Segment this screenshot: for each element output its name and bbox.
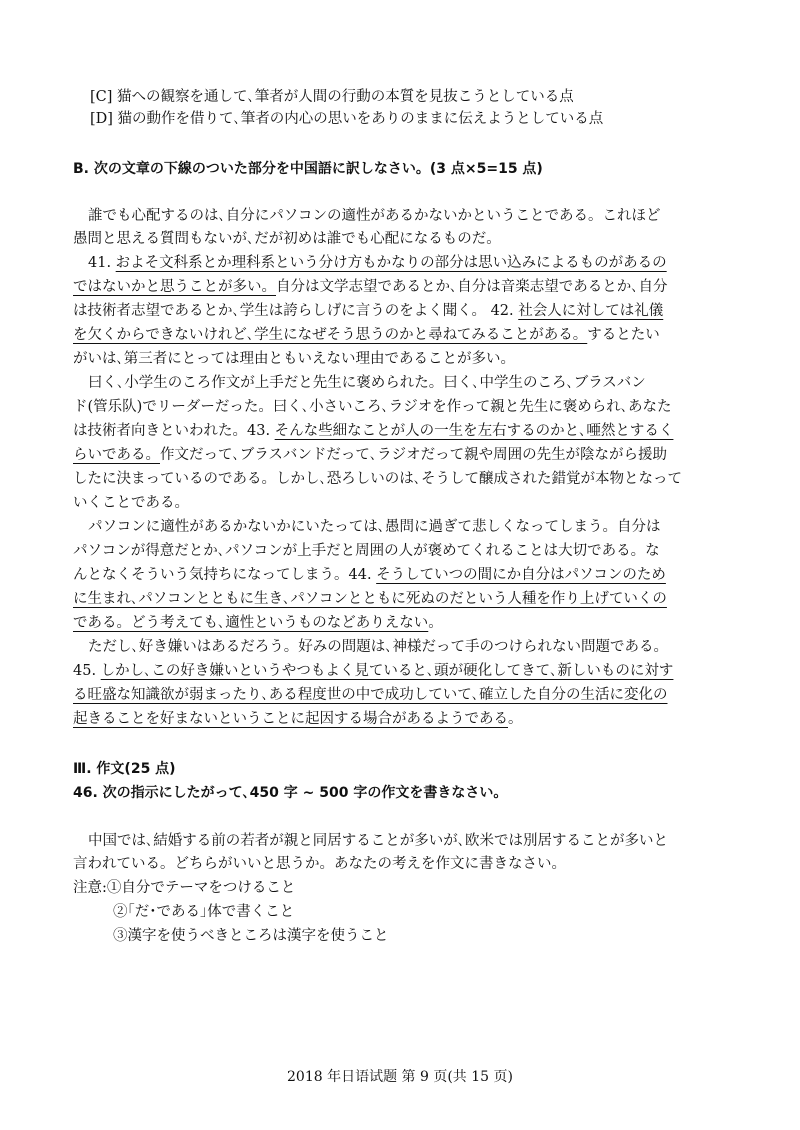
passage-line [73,708,523,730]
underlined-45: しかし､この好き嫌いというやつもよく見ていると､頭が硬化してきて､新しいものに対す [100,663,674,679]
underlined-45: る旺盛な知識欲が弱まったり､ある程度世の中で成功していて､確立した自分の生活に変化の [73,687,668,703]
passage-text: するとたい [587,327,660,343]
question-number-45: 45. [73,663,101,679]
option-d: [D] 猫の動作を借りて､筆者の内心の思いをありのままに伝えようとしている点 [90,111,604,127]
question-number-44: んとなくそういう気持ちになってしまう。44. [73,567,377,583]
underlined-41: およそ文科系とか理科系という分け方もかなりの部分は思い込みによるものがあるの [115,255,667,271]
note-1: 注意:①自分でテーマをつけること [73,880,296,896]
note-3: ③漢字を使うべきところは漢字を使うこと [113,928,389,944]
passage-text: 。 [428,615,443,631]
passage-line [73,444,667,466]
passage-line: ただし､好き嫌いはあるだろう。好みの問題は､神様だって手のつけられない問題である。 [88,639,668,655]
passage-line: 愚問と思える質問もないが､だが初めは誰でも心配になるものだ。 [73,231,501,247]
question-46: 46. 次の指示にしたがって､450 字 ~ 500 字の作文を書きなさい。 [73,785,508,801]
passage-text: がいは､第三者にとっては理由ともいえない理由であることが多い [73,351,501,367]
essay-prompt: 言われている。どちらがいいと思うか。あなたの考えを作文に書きなさい。 [73,856,566,872]
passage-text: いくことである [73,495,175,511]
passage-text: したに決まっているのである。 [73,471,276,487]
passage-line [73,276,668,298]
passage-text: 作文だって､ブラスバンドだって､ラジオだって親や周囲の先生が陰ながら援助 [160,447,668,463]
passage-text: は技術者志望であるとか､学生は誇らしげに言うのをよく聞く [73,303,472,319]
option-c: [C] 猫への観察を通して､筆者が人間の行動の本質を見抜こうとしている点 [90,89,574,105]
passage-line [73,300,663,322]
passage-line: 曰く､小学生のころ作文が上手だと先生に褒められた。曰く､中学生のころ､ブラスバン [88,375,646,391]
passage-text: 。 [500,351,515,367]
note-2: ②｢だ･である｣体で書くこと [113,904,295,920]
passage-line: 誰でも心配するのは､自分にパソコンの適性があるかないかということである。これほど [88,208,661,224]
passage-text: 自分は文学志望であるとか､自分は音楽志望であるとか､自分 [276,279,668,295]
passage-line: パソコンに適性があるかないかにいたっては､愚問に過ぎて悲しくなってしまう。自分は [88,519,661,535]
passage-line [73,660,673,682]
underlined-44: に生まれ､パソコンとともに生き､パソコンとともに死ぬのだという人種を作り上げていくの [73,591,667,607]
passage-line [73,564,666,586]
passage-text: しかし､恐ろしいのは､そうして醸成された錯覚が本物となって [276,471,682,487]
passage-line [88,252,667,274]
passage-text: 。 [174,495,189,511]
question-number-41: 41. [88,255,116,271]
underlined-42: 社会人に対しては礼儀 [518,303,664,319]
underlined-44: である。 [73,615,131,631]
question-number-42: 。 42. [471,303,519,319]
page-footer: 2018 年日语试题 第 9 页(共 15 页) [287,1069,513,1085]
underlined-43: そんな些細なことが人の一生を左右するのかと､唖然とするく [274,423,674,439]
essay-prompt: 中国では､結婚する前の若者が親と同居することが多いが､欧米では別居することが多いと [88,833,668,849]
section-b-heading: B. 次の文章の下線のついた部分を中国語に訳しなさい。(3 点×5=15 点) [73,161,543,177]
question-number-43: は技術者向きといわれた。43. [73,423,275,439]
underlined-44: どう考えても､適性というものなどありえない [131,615,429,631]
passage-line [73,420,673,442]
section-3-heading: Ⅲ. 作文(25 点) [73,761,176,777]
underlined-41: ではないかと思うことが多い。 [73,279,276,295]
passage-line [73,612,443,634]
passage-line [73,468,682,490]
passage-text: 。 [508,711,523,727]
underlined-44: そうしていつの間にか自分はパソコンのため [376,567,666,583]
underlined-43: らいである。 [73,447,160,463]
underlined-45: 起きることを好まないということに起因する場合があるようである [73,711,508,727]
passage-line [73,324,660,346]
passage-line: パソコンが得意だとか､パソコンが上手だと周囲の人が褒めてくれることは大切である。な [73,543,660,559]
passage-line: ド(管乐队)でリーダーだった。曰く､小さいころ､ラジオを作って親と先生に褒められ､あなた [73,399,672,415]
passage-line [73,492,189,514]
passage-line [73,348,515,370]
underlined-42: を欠くからできないけれど､学生になぜそう思うのかと尋ねてみることがある。 [73,327,588,343]
